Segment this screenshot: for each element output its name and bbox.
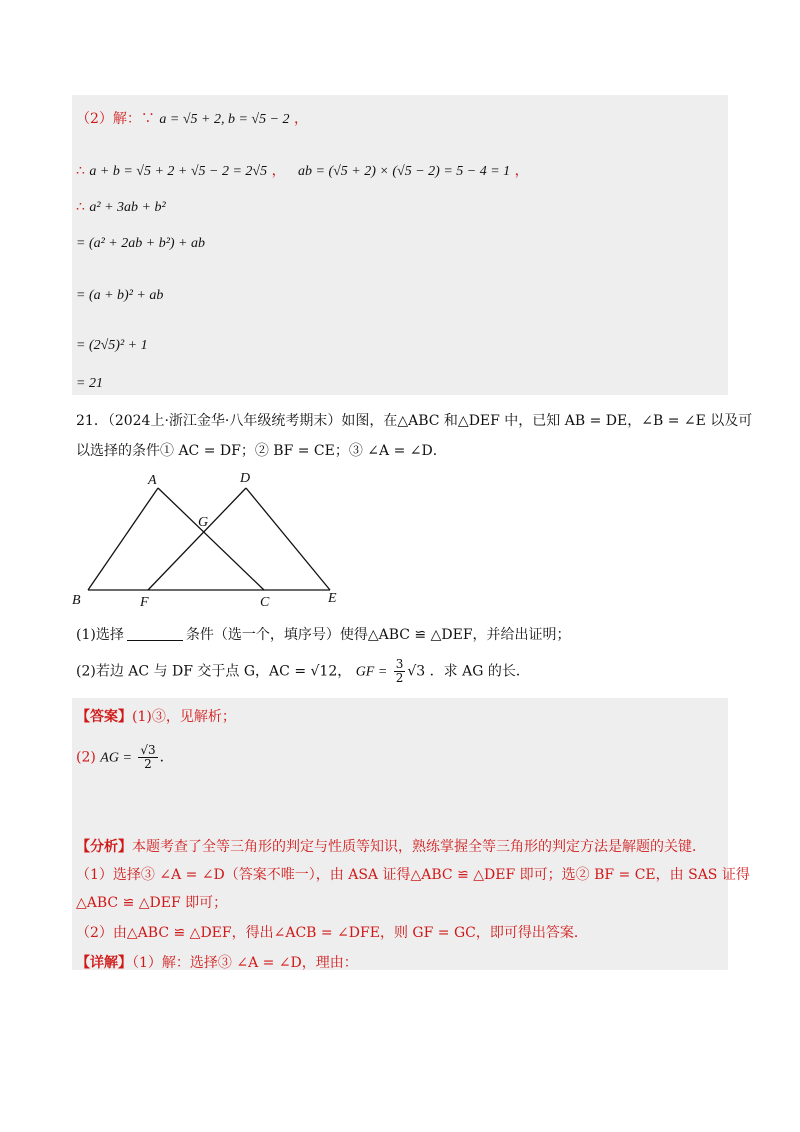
question-1: (1)选择 条件（选一个，填序号）使得△ABC ≌ △DEF，并给出证明； [76, 627, 571, 643]
detail-line: 【详解】（1）解：选择③ ∠A = ∠D，理由： [76, 955, 358, 971]
answer-blank[interactable] [127, 640, 183, 641]
label-D: D [240, 471, 251, 486]
analysis-line-1: 【分析】本题考查了全等三角形的判定与性质等知识，熟练掌握全等三角形的判定方法是解题的关键． [76, 839, 706, 855]
problem-21-line-2: 以选择的条件① AC = DF；② BF = CE；③ ∠A = ∠D． [76, 443, 447, 459]
label-F: F [140, 595, 149, 610]
solution-line-1: （2）解：∵ a = √5 + 2, b = √5 − 2 ， [76, 111, 308, 127]
label-A: A [148, 473, 157, 488]
problem-21-line-1: 21．（2024上·浙江金华·八年级统考期末）如图，在△ABC 和△DEF 中，已知 AB = DE，∠B = ∠E 以及可 [76, 413, 753, 429]
solution-line-2: ∴ a + b = √5 + 2 + √5 − 2 = 2√5 ， ab = (√5 + 2) × (√5 − 2) = 5 − 4 = 1 ， [76, 163, 529, 179]
question-2: (2)若边 AC 与 DF 交于点 G，AC = √12， GF = $\frac{3}{2}$ √3 ．求 AG 的长． [76, 657, 530, 685]
segment-AB [88, 488, 158, 590]
answer-line-1: 【答案】(1)③，见解析； [76, 709, 236, 725]
triangle-figure [68, 468, 358, 613]
analysis-line-3: △ABC ≌ △DEF 即可； [76, 895, 228, 911]
label-C: C [260, 595, 270, 610]
solution-line-4: = (a² + 2ab + b²) + ab [76, 236, 206, 251]
label-G: G [198, 515, 209, 530]
solution-line-3: ∴ a² + 3ab + b² [76, 199, 166, 215]
analysis-line-4: （2）由△ABC ≌ △DEF，得出∠ACB = ∠DFE，则 GF = GC，即可得出答案． [76, 925, 588, 941]
solution-line-6: = (2√5)² + 1 [76, 338, 148, 353]
segment-AC [158, 488, 264, 590]
answer-line-2: (2) AG = $\frac{√3}{2}$ ． [76, 743, 174, 771]
solution-line-7: = 21 [76, 376, 103, 391]
fraction-root3-over-2: $\frac{√3}{2}$ [140, 743, 156, 771]
solution-line-5: = (a + b)² + ab [76, 288, 164, 303]
analysis-line-2: （1）选择③ ∠A = ∠D（答案不唯一），由 ASA 证得△ABC ≌ △DEF 即可；选② BF = CE，由 SAS 证得 [76, 867, 750, 883]
segment-DE [246, 488, 330, 590]
segment-FD [148, 488, 246, 590]
label-E: E [328, 591, 337, 606]
label-B: B [72, 593, 81, 608]
fraction-three-halves: $\frac{3}{2}$ [395, 657, 404, 685]
